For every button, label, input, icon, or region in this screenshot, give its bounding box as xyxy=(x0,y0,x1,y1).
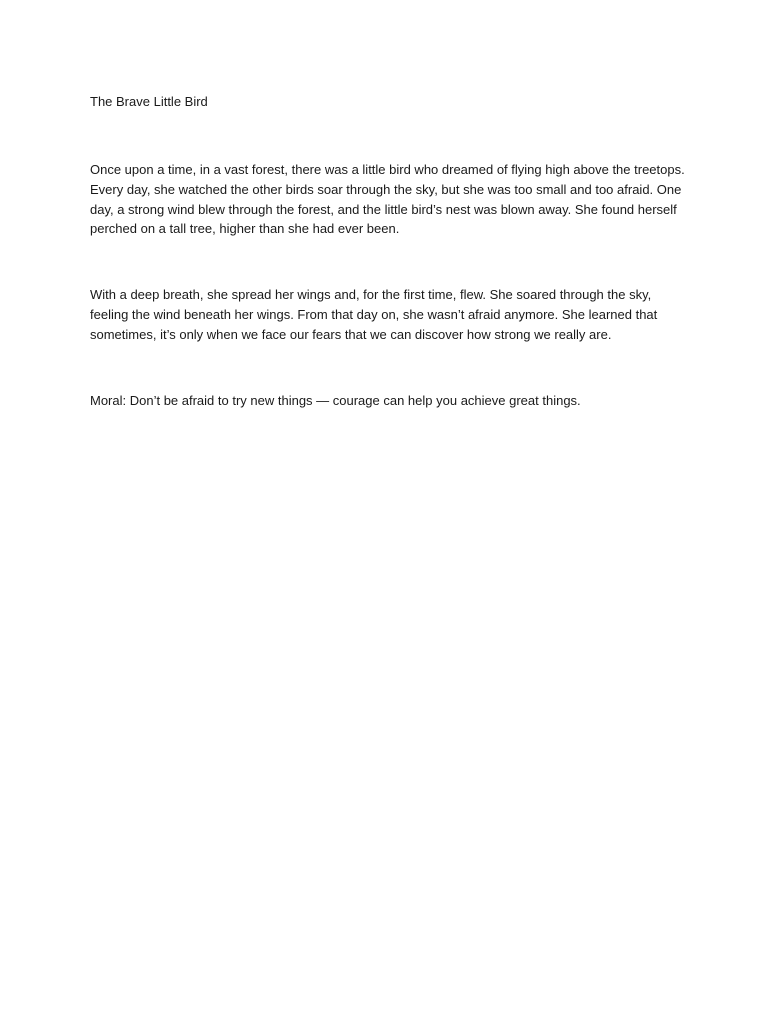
story-paragraph-1: Once upon a time, in a vast forest, there was a little bird who dreamed of flying high above the treetops. Every day, she watched the other birds soar through the sky, but she was too small and too afraid. One day, a strong wind blew through the forest, and the little bird’s nest was blown away. She found herself perched on a tall tree, higher than she had ever been. xyxy=(90,162,685,237)
moral-paragraph: Moral: Don’t be afraid to try new things — courage can help you achieve great things. xyxy=(90,392,581,408)
document-title: The Brave Little Bird xyxy=(90,94,208,109)
document-body xyxy=(90,94,690,410)
story-paragraph-2: With a deep breath, she spread her wings and, for the first time, flew. She soared through the sky, feeling the wind beneath her wings. From that day on, she wasn’t afraid anymore. She learned that sometimes, it’s only when we face our fears that we can discover how strong we really are. xyxy=(90,287,658,342)
